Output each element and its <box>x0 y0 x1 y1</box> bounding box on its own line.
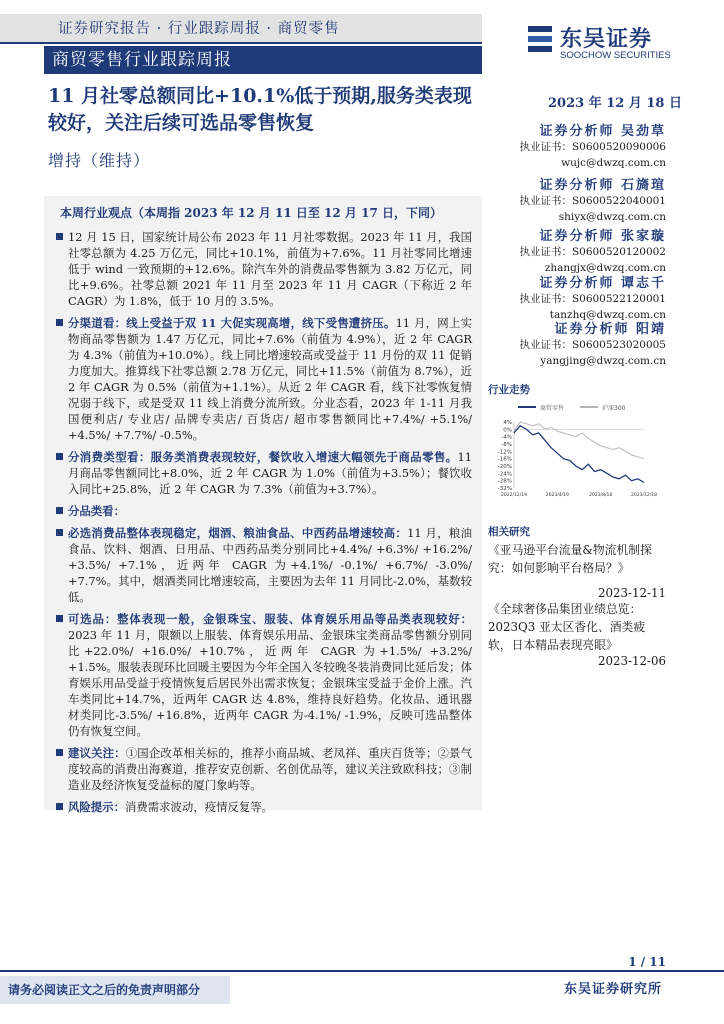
breadcrumb: 证券研究报告 · 行业跟踪周报 · 商贸零售 <box>0 14 482 44</box>
legend-label-sector: 商贸零售 <box>540 405 565 412</box>
bullet-text: ①国企改革相关标的，推荐小商品城、老凤祥、重庆百货等；②景气度较高的消费出海赛道，推荐安克创新、名创优品等，建议关注致欧科技；③制造业及经济恢复受益标的厦门象屿等。 <box>68 746 472 792</box>
analyst-cert: 执业证书：S0600520120002 <box>519 246 666 258</box>
y-tick-label: -28% <box>497 478 512 485</box>
analyst-name: 阳靖 <box>635 322 666 337</box>
analyst-name: 张家璇 <box>620 229 666 244</box>
analyst-email: shiyx@dwzq.com.cn <box>558 211 666 223</box>
analyst-name: 谭志千 <box>620 276 666 291</box>
analyst-title-row <box>466 174 666 193</box>
bullet-lead: 建议关注： <box>68 746 126 760</box>
legend-swatch-index <box>580 406 598 408</box>
footer-divider <box>0 970 724 972</box>
company-logo <box>526 22 706 66</box>
analyst-card <box>466 174 666 225</box>
bullet-item <box>54 799 472 815</box>
section-title: 商贸零售行业跟踪周报 <box>44 46 482 74</box>
series-line-sector <box>514 426 644 483</box>
bullet-text: 11 月，粮油食品、饮料、烟酒、日用品、中西药品类分别同比+4.4%/ +6.3%/ +16.2%/ +3.5%/ +7.1%，近两年 CAGR 为+4.1%/ -0.1%/ +6.7%/ -3.0%/ +7.7%。其中，烟酒类同比增速较高，主要因为去年 11 月同比-2.0%，基数较低。 <box>68 526 472 604</box>
bullet-item <box>54 611 472 739</box>
analyst-email: zhangjx@dwzq.com.cn <box>544 262 666 274</box>
related-date: 2023-12-06 <box>597 654 666 668</box>
y-tick-label: 4% <box>503 420 512 426</box>
bullet-item <box>54 503 472 519</box>
x-tick-label: 2022/12/19 <box>501 493 527 498</box>
related-date: 2023-12-11 <box>597 586 666 600</box>
footer-brand: 东吴证券研究所 <box>563 982 662 997</box>
bullet-lead: 必选消费品整体表现稳定，烟酒、粮油食品、中西药品增速较高： <box>68 526 408 540</box>
related-item: 《亚马逊平台流量&物流机制探究：如何影响平台格局？》 <box>488 543 652 575</box>
analyst-role: 证券分析师 <box>539 124 615 139</box>
bullet-text: 12 月 15 日，国家统计局公布 2023 年 11 月社零数据。2023 年 11 月，我国社零总额为 4.25 万亿元，同比+10.1%，前值为+7.6%。11 月社零同比增速低于 wind 一致预期的+12.6%。除汽车外的消费品零售额为 3.82 万亿元，同比+9.6%。社零总额 2021 年 11 月至 2023 年 11 月 CAGR（下称近 2 年 CAGR）为 1.8%，低于 10 月的 3.5%。 <box>68 230 472 308</box>
legend-swatch-sector <box>518 406 536 408</box>
chart-title: 行业走势 <box>488 384 530 396</box>
y-tick-label: -8% <box>501 442 512 448</box>
bullet-item <box>54 315 472 443</box>
logo-en-text: SOOCHOW SECURITIES <box>560 50 671 61</box>
report-date: 2023 年 12 月 18 日 <box>548 96 682 111</box>
bullet-item <box>54 525 472 605</box>
y-tick-label: -4% <box>501 434 512 441</box>
analyst-email: wujc@dwzq.com.cn <box>561 157 666 169</box>
disclaimer-note: 请务必阅读正文之后的免责声明部分 <box>0 976 230 1004</box>
series-line-index <box>514 422 644 459</box>
y-tick-label: -20% <box>497 464 512 470</box>
report-headline: 11 月社零总额同比+10.1%低于预期,服务类表现较好，关注后续可选品零售恢复 <box>48 85 472 134</box>
trend-chart <box>488 400 657 504</box>
bullet-text: 11 月商品零售额同比+8.0%，近 2 年 CAGR 为 1.0%（前值为+3.5%）；餐饮收入同比+25.8%，近 2 年 CAGR 为 7.3%（前值为+3.7%）。 <box>68 450 472 496</box>
bullet-text: 消费需求波动，疫情反复等。 <box>124 800 274 814</box>
y-tick-label: -12% <box>497 449 512 456</box>
summary-box <box>44 196 482 814</box>
bullet-lead: 分消费类型看：服务类消费表现较好，餐饮收入增速大幅领先于商品零售。 <box>68 450 458 464</box>
analyst-role: 证券分析师 <box>554 322 630 337</box>
analyst-name: 石旖瑄 <box>620 178 666 193</box>
bullet-lead: 可选品：整体表现一般，金银珠宝、服装、体育娱乐用品等品类表现较好： <box>68 612 472 626</box>
summary-heading: 本周行业观点（本周指 2023 年 12 月 11 日至 12 月 17 日，下同） <box>60 206 442 220</box>
analyst-cert: 执业证书：S0600523020005 <box>519 339 666 351</box>
analyst-card <box>466 120 666 171</box>
analyst-card <box>466 318 666 369</box>
analyst-title-row <box>466 225 666 244</box>
rating: 增持（维持） <box>48 151 151 170</box>
analyst-cert: 执业证书：S0600522120001 <box>519 293 666 305</box>
legend-label-index: 沪深300 <box>602 405 626 412</box>
bullet-lead: 风险提示： <box>68 800 125 814</box>
bullet-text: 2023 年 11 月，限额以上服装、体育娱乐用品、金银珠宝类商品零售额分别同比+22.0%/ +16.0%/ +10.7%，近两年 CAGR 为+1.5%/ +3.2%/ +1.5%。服装表现环比回暖主要因为今年全国入冬较晚冬装消费同比延后发；体育娱乐用品受益于疫情恢复后居民外出需求恢复；金银珠宝受益于金价上涨。汽车类同比+14.7%，近两年 CAGR 达 4.8%，维持良好趋势。化妆品、通讯器材类同比-3.5%/ +16.8%，近两年 CAGR 为-4.1%/ -1.9%，反映可选品整体仍有恢复空间。 <box>68 628 472 738</box>
bullet-item <box>54 745 472 793</box>
bullet-list <box>54 229 472 815</box>
analyst-card <box>466 272 666 323</box>
page-number: 1 / 11 <box>628 955 666 969</box>
logo-icon <box>526 24 554 54</box>
analyst-email: yangjing@dwzq.com.cn <box>540 355 666 367</box>
analyst-role: 证券分析师 <box>539 276 615 291</box>
analyst-email: tanzhq@dwzq.com.cn <box>549 309 666 321</box>
analyst-title-row <box>466 318 666 337</box>
bullet-text: 11 月，网上实物商品零售额为 1.47 万亿元，同比+7.6%（前值为 4.9%），近 2 年 CAGR 为 4.3%（前值为+10.0%）。线上同比增速较高或受益于 11 月份的双 11 促销力度加大。推算线下社零总额 2.78 万亿元，同比+11.5%（前值为 8.7%），近 2 年 CAGR 为 0.5%（前值为+1.1%）。从近 2 年 CAGR 看，线下社零恢复情况弱于线下，或是受双 11 线上消费分流所致。分业态看，2023 年 1-11 月我国便利店/ 专业店/ 品牌专卖店/ 百货店/ 超市零售额同比+7.4%/ +5.1%/ +4.5%/ +7.7%/ -0.5%。 <box>68 316 472 442</box>
y-tick-label: 0% <box>503 427 512 434</box>
x-tick-label: 2023/4/19 <box>545 493 569 498</box>
y-tick-label: -24% <box>497 471 512 478</box>
related-item: 《全球奢侈品集团业绩总览：2023Q3 亚太区香化、酒类疲软，日本精品表现亮眼》 <box>488 602 646 652</box>
bullet-item <box>54 449 472 497</box>
analyst-card <box>466 225 666 276</box>
analyst-role: 证券分析师 <box>539 178 615 193</box>
analyst-name: 吴劲草 <box>620 124 666 139</box>
x-tick-label: 2023/12/18 <box>631 493 657 498</box>
bullet-item <box>54 229 472 309</box>
y-tick-label: -32% <box>497 486 512 492</box>
logo-cn-text: 东吴证券 <box>560 27 653 52</box>
analyst-role: 证券分析师 <box>539 229 615 244</box>
y-tick-label: -16% <box>497 456 512 463</box>
bullet-lead: 分渠道看：线上受益于双 11 大促实现高增，线下受售遭挤压。 <box>68 316 396 330</box>
x-tick-label: 2023/8/18 <box>589 493 613 498</box>
analyst-cert: 执业证书：S0600520090006 <box>519 141 666 153</box>
related-title: 相关研究 <box>488 526 530 538</box>
analyst-cert: 执业证书：S0600522040001 <box>519 195 666 207</box>
analyst-title-row <box>466 120 666 139</box>
bullet-lead: 分品类看： <box>68 504 125 518</box>
analyst-title-row <box>466 272 666 291</box>
